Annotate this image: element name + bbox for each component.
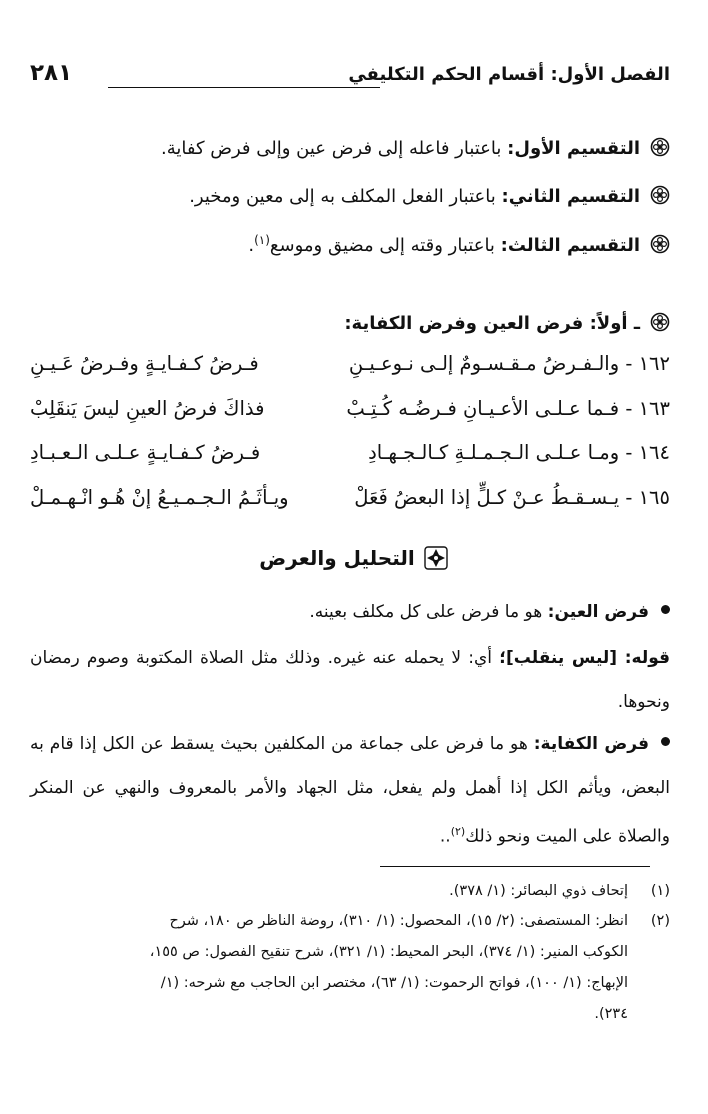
footnote-line: ٢٣٤).: [594, 1006, 628, 1022]
verse-163-second: فذاكَ فرضُ العينِ ليسَ يَنقَلِبْ: [30, 397, 265, 420]
division-1: [30, 137, 670, 177]
footnote-2: [30, 906, 670, 1030]
bullet-dot-icon: [661, 737, 670, 746]
section-heading: [344, 312, 670, 334]
chapter-title: الفصل الأول: أقسام الحكم التكليفي: [348, 64, 670, 85]
verse-164-second: فـرضُ كـفـايـةٍ عـلـى الـعـبـادِ: [30, 441, 261, 464]
division-text: باعتبار الفعل المكلف به إلى معين ومخير.: [189, 186, 502, 207]
footnote-1: [30, 876, 670, 907]
footnote-ref[interactable]: (٢): [450, 825, 466, 838]
footnote-ref[interactable]: (١): [254, 233, 270, 247]
division-3: [30, 233, 670, 273]
verse-164-first: ١٦٤ - ومـا عـلـى الـجـمـلـةِ كـالـجـهـادِ: [368, 441, 670, 464]
verse-162-second: فـرضُ كـفـايـةٍ وفـرضُ عَـيـنِ: [30, 352, 259, 375]
footnote-number: (١): [650, 883, 670, 899]
definition: أي: لا يحمله عنه غيره. وذلك مثل الصلاة المكتوبة وصوم رمضان ونحوها.: [30, 648, 670, 712]
footnote-rule: [380, 866, 650, 867]
verse-162-first: ١٦٢ - والـفـرضُ مـقـسـومٌ إلـى نـوعـيـنِ: [348, 352, 670, 375]
verse-163-first: ١٦٣ - فـما عـلـى الأعـيـانِ فـرضُـه كُـتِـبْ: [346, 397, 670, 420]
fard-kifaya-paragraph: [30, 722, 670, 859]
section-heading-text: ـ أولاً: فرض العين وفرض الكفاية:: [344, 313, 640, 334]
running-header: [30, 58, 670, 98]
definition: هو ما فرض على جماعة من المكلفين بحيث يسقط عن الكل إذا قام به البعض، ويأثم الكل إذا أهمل ولم يفعل، مثل الجهاد والأمر بالمعروف والنهي عن المنكر والصلاة على الميت ونحو ذلك: [30, 734, 670, 847]
fard-ayn-paragraph: [30, 590, 670, 634]
paragraph-end: ..: [439, 826, 451, 847]
analysis-heading: [0, 545, 708, 571]
ornament-icon: [423, 545, 449, 571]
division-label: التقسيم الثاني:: [501, 186, 640, 207]
flower-icon: [650, 137, 670, 157]
division-label: التقسيم الثالث:: [500, 235, 640, 256]
qawluh-paragraph: [30, 636, 670, 724]
division-text: باعتبار فاعله إلى فرض عين وإلى فرض كفاية.: [160, 138, 508, 159]
analysis-heading-text: التحليل والعرض: [259, 546, 415, 570]
page-number: ٢٨١: [30, 60, 73, 86]
flower-icon: [650, 234, 670, 254]
division-2: [30, 185, 670, 225]
division-end: .: [248, 235, 255, 256]
verse-165-second: ويـأثَـمُ الـجـمـيـعُ إنْ هُـو انْـهـمـلْ: [30, 486, 289, 509]
flower-icon: [650, 185, 670, 205]
term: فرض الكفاية:: [533, 734, 650, 754]
footnote-text: إتحاف ذوي البصائر: (١/ ٣٧٨).: [449, 883, 628, 899]
footnote-number: (٢): [650, 913, 670, 929]
verse-165-first: ١٦٥ - يـسـقـطُ عـنْ كـلٍّ إذا البعضُ فَعَلْ: [354, 486, 670, 509]
term: فرض العين:: [547, 602, 649, 622]
footnote-line: انظر: المستصفى: (٢/ ١٥)، المحصول: (١/ ٣١٠)، روضة الناظر ص ١٨٠، شرح: [169, 913, 628, 929]
definition: هو ما فرض على كل مكلف بعينه.: [309, 602, 548, 622]
term: قوله: [ليس ينقلب]؛: [499, 648, 670, 668]
flower-icon: [650, 312, 670, 332]
header-rule: [108, 87, 380, 88]
division-text: باعتبار وقته إلى مضيق وموسع: [269, 235, 501, 256]
division-label: التقسيم الأول:: [507, 138, 640, 159]
footnote-line: الكوكب المنير: (١/ ٣٧٤)، البحر المحيط: (١/ ٣٢١)، شرح تنقيح الفصول: ص ١٥٥،: [149, 944, 628, 960]
footnote-line: الإبهاج: (١/ ١٠٠)، فواتح الرحموت: (١/ ٦٣)، مختصر ابن الحاجب مع شرحه: (١/: [160, 975, 628, 991]
bullet-dot-icon: [661, 605, 670, 614]
